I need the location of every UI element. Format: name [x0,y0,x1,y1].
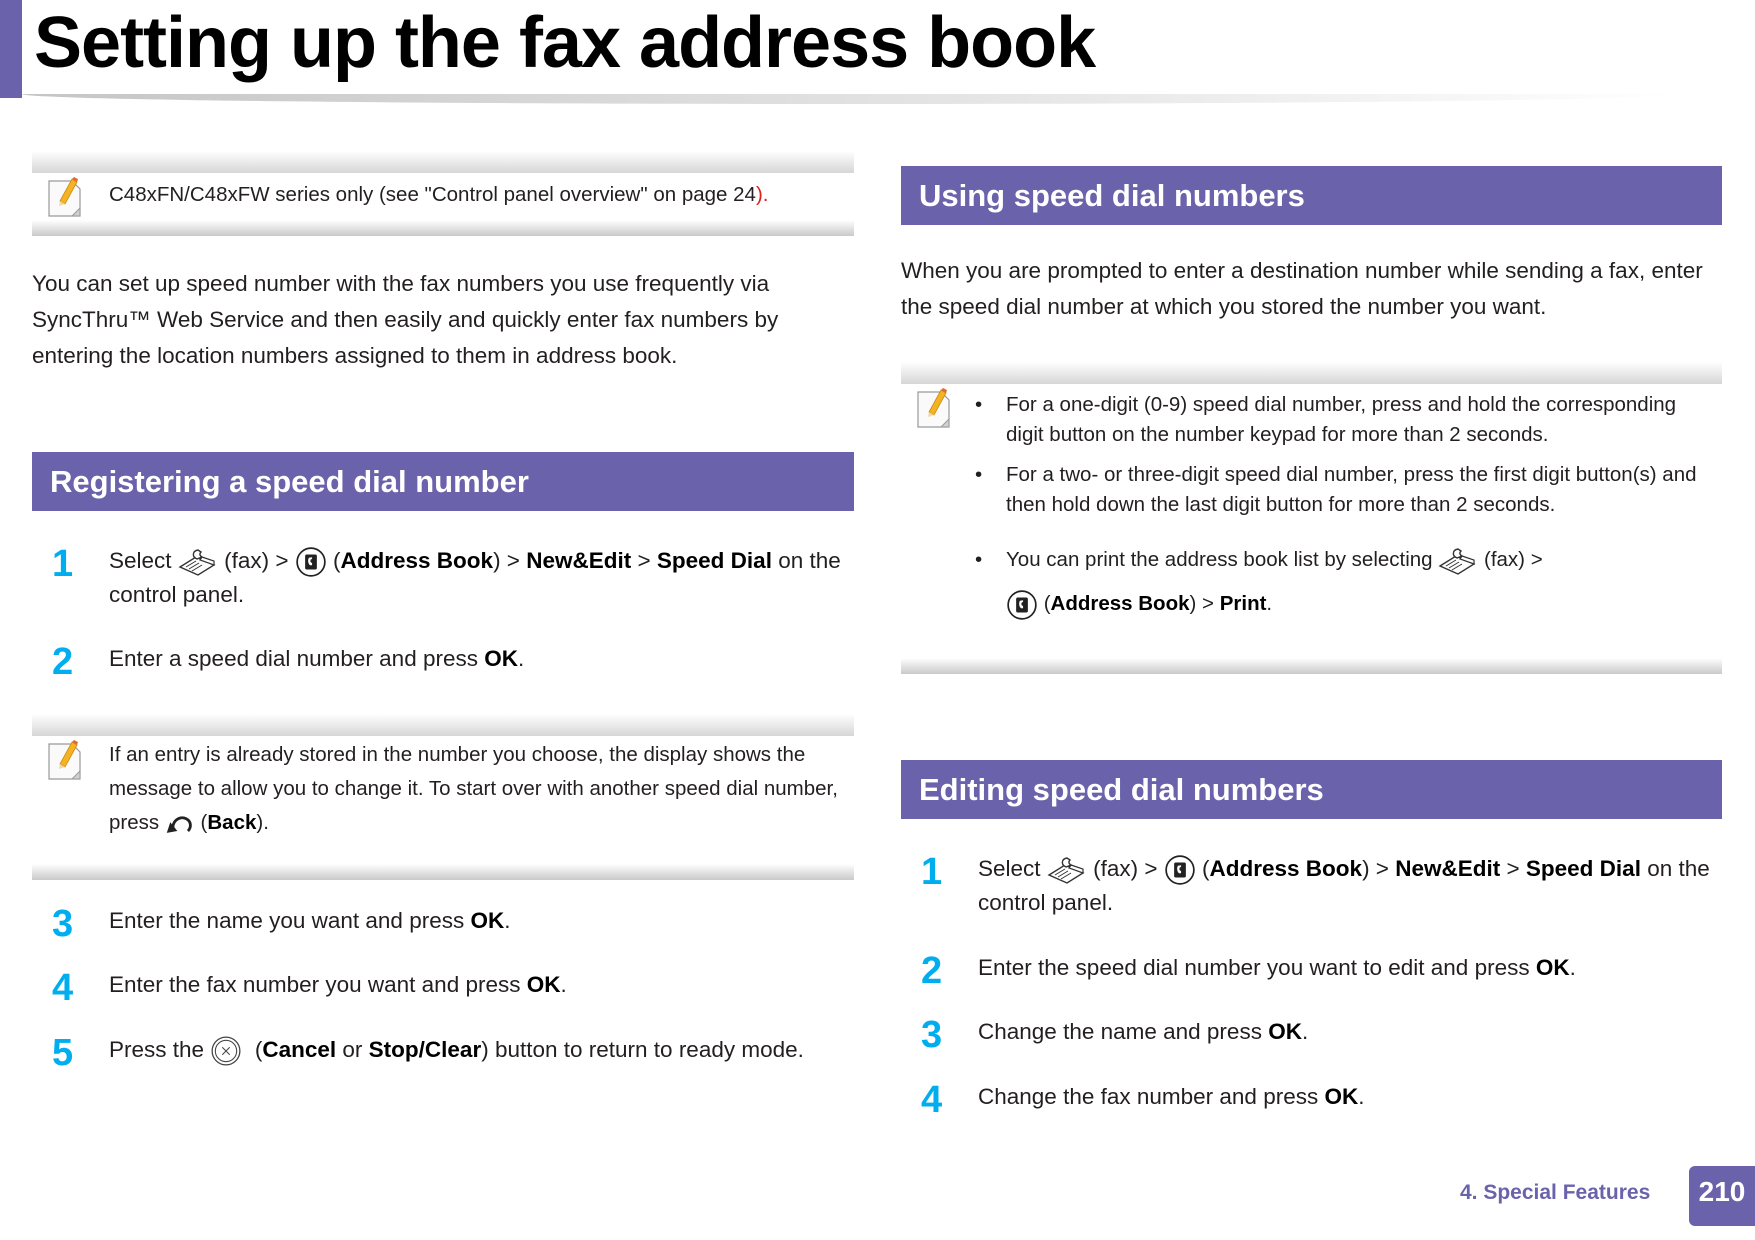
note-body [32,173,854,220]
step-text: Enter the speed dial number you want to edit and press OK. [978,955,1576,980]
step-text: Select (fax) > (Address Book) > New&Edit > Speed Dial on the control panel. [978,856,1710,916]
note-text: C48xFN/C48xFW series only (see "Control panel overview" on page 24 [109,183,756,206]
note-bottom-band [901,658,1722,674]
note-pencil-icon [46,738,86,782]
step-text: Select (fax) > (Address Book) > New&Edit > Speed Dial on the control panel. [109,548,841,608]
step-text: Enter the fax number you want and press OK. [109,972,567,997]
step-text: Enter a speed dial number and press OK. [109,646,525,671]
cancel-x-icon [210,1035,242,1067]
fax-icon [1047,855,1087,885]
note-top-band [32,714,854,736]
step-number: 2 [52,641,74,683]
note-body: If an entry is already stored in the number you choose, the display shows the message to allow you to change it. To start over with another speed dial number, press (Back). [32,736,854,864]
using-intro-paragraph: When you are prompted to enter a destination number while sending a fax, enter the speed dial number at which you stored the number you want. [901,258,1703,319]
step-number: 1 [921,851,943,893]
address-book-icon [295,546,327,578]
speed-dial-tips-note [901,362,1722,674]
tip-item-print: • You can print the address book list by selecting (fax) > (Address Book) > Print. [969,538,1718,626]
back-arrow-icon [165,813,195,835]
step-text: Change the name and press OK. [978,1019,1309,1044]
note-bottom-band [32,220,854,236]
step-number: 3 [921,1014,943,1056]
step-text: Press the (Cancel or Stop/Clear) button to return to ready mode. [32,1033,854,1067]
fax-icon [1438,546,1478,576]
tips-list [969,390,1718,626]
register-step-2 [32,641,854,683]
existing-entry-note [32,714,854,880]
step-number: 4 [921,1079,943,1121]
step-number: 3 [52,903,74,945]
left-column [32,0,854,1240]
step-number: 2 [921,950,943,992]
edit-step-2 [901,950,1722,992]
series-note [32,151,854,236]
tip-item: • For a two- or three-digit speed dial number, press the first digit button(s) and then hold down the last digit button for more than 2 seconds. [969,460,1718,520]
right-column [901,0,1722,1240]
edit-step-3 [901,1014,1722,1056]
fax-icon [178,547,218,577]
step-number: 4 [52,967,74,1009]
note-body [901,384,1722,658]
note-top-band [32,151,854,173]
edit-step-4 [901,1079,1722,1121]
address-book-icon [1006,589,1038,621]
section-heading-registering: Registering a speed dial number [32,452,854,511]
note-link-suffix[interactable]: ). [755,183,769,206]
note-pencil-icon [915,386,955,430]
address-book-icon [1164,854,1196,886]
edit-step-1 [901,852,1722,920]
tip-item: • For a one-digit (0-9) speed dial number, press and hold the corresponding digit button on the number keypad for more than 2 seconds. [969,390,1718,450]
note-top-band [901,362,1722,384]
register-step-3 [32,903,854,945]
footer-chapter: 4. Special Features [1460,1181,1651,1204]
section-heading-editing: Editing speed dial numbers [901,760,1722,819]
intro-paragraph: You can set up speed number with the fax numbers you use frequently via SyncThru™ Web Service and then easily and quickly enter fax numbers by entering the location numbers assigned to them in address book. [32,271,779,368]
title-accent-bar [0,0,22,98]
register-step-5 [32,1032,854,1074]
page-title: Setting up the fax address book [34,3,1096,83]
register-step-4 [32,967,854,1009]
section-heading-using: Using speed dial numbers [901,166,1722,225]
page-number-badge: 210 [1689,1166,1755,1226]
register-step-1 [32,544,854,612]
step-text: Enter the name you want and press OK. [109,908,511,933]
note-bottom-band [32,864,854,880]
step-text: Change the fax number and press OK. [978,1084,1365,1109]
note-pencil-icon [46,175,86,219]
step-number: 1 [52,543,74,585]
step-number: 5 [52,1032,74,1074]
